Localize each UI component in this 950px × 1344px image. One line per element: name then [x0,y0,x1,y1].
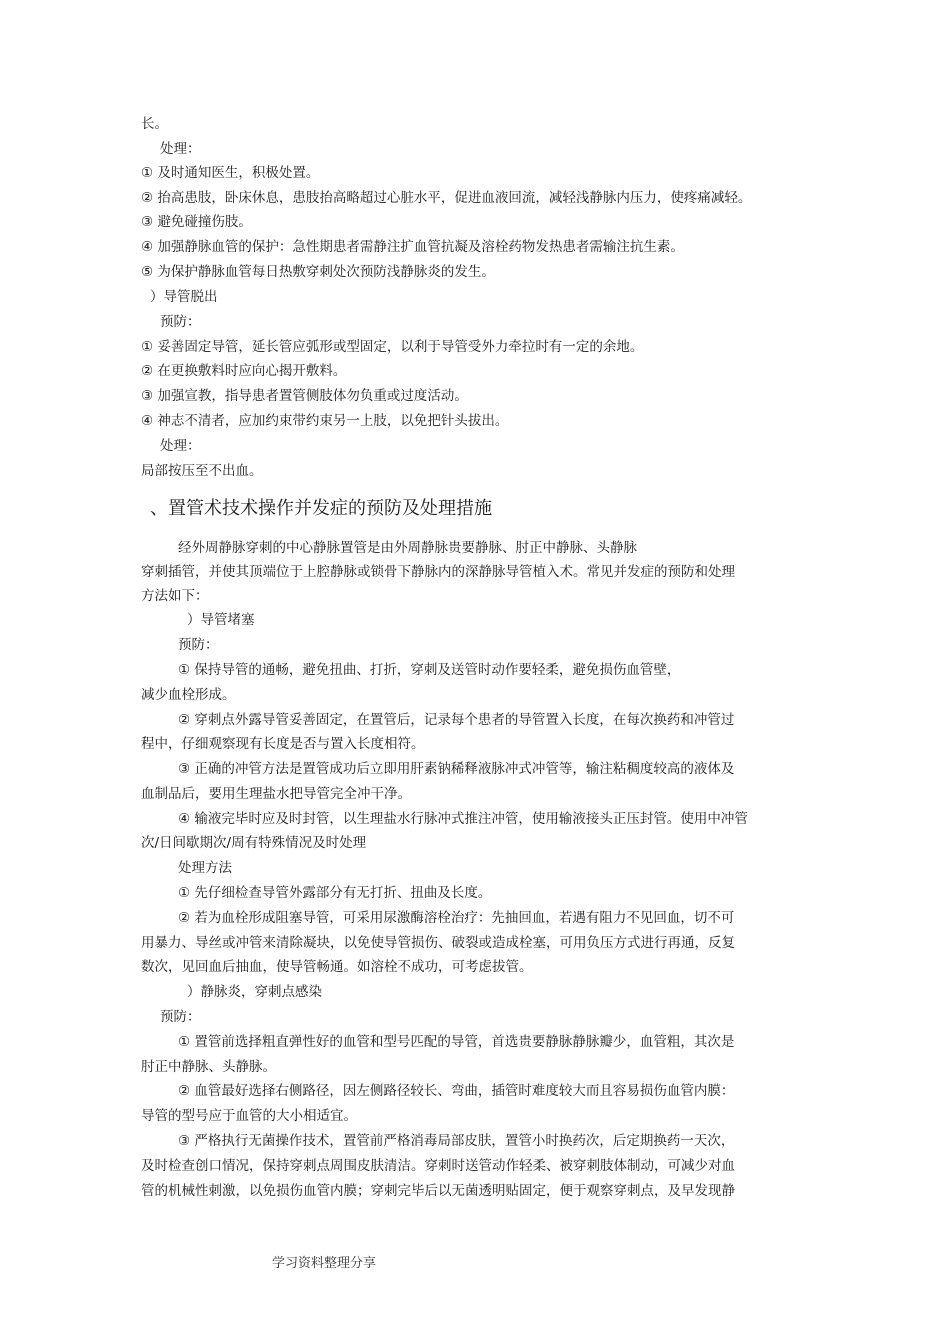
text-line: ② 在更换敷料时应向心揭开敷料。 [141,363,347,379]
paragraph-line: ② 穿刺点外露导管妥善固定，在置管后，记录每个患者的导管置入长度，在每次换药和冲管过 [178,712,735,728]
text-line: 长。 [141,116,168,132]
paragraph-line: 预防： [160,1009,201,1025]
text-line: ② 抬高患肢，卧床休息，患肢抬高略超过心脏水平，促进血液回流，减轻浅静脉内压力，使疼痛减轻。 [141,190,752,206]
paragraph-line: 穿刺插管，并使其顶端位于上腔静脉或锁骨下静脉内的深静脉导管植入术。常见并发症的预防和处理 [141,564,735,580]
page-footer: 学习资料整理分享 [272,1256,377,1271]
paragraph-line: 预防： [178,637,219,653]
text-line: ④ 神志不清者，应加约束带约束另一上肢，以免把针头拔出。 [141,413,509,429]
text-line: 处理： [160,141,201,157]
paragraph-line: 管的机械性刺激，以免损伤血管内膜；穿刺完毕后以无菌透明贴固定，便于观察穿刺点，及早发现静 [141,1183,735,1199]
paragraph-line: ① 保持导管的通畅，避免扭曲、打折，穿刺及送管时动作要轻柔，避免损伤血管壁， [178,662,681,678]
text-line: ① 及时通知医生，积极处置。 [141,165,320,181]
paragraph-line: 程中，仔细观察现有长度是否与置入长度相符。 [141,736,425,752]
paragraph-line: ③ 正确的冲管方法是置管成功后立即用肝素钠稀释液脉冲式冲管等，输注粘稠度较高的液体及 [178,761,735,777]
paragraph-line: 经外周静脉穿刺的中心静脉置管是由外周静脉贵要静脉、肘正中静脉、头静脉 [178,540,637,556]
paragraph-line: 及时检查创口情况，保持穿刺点周围皮肤清洁。穿刺时送管动作轻柔、被穿刺肢体制动，可减少对血 [141,1158,735,1174]
paragraph-line: 次/日间歇期次/周有特殊情况及时处理 [141,835,367,851]
paragraph-line: ④ 输液完毕时应及时封管，以生理盐水行脉冲式推注冲管，使用输液接头正压封管。使用中冲管 [178,811,748,827]
subsection-title: ）导管堵塞 [187,612,255,628]
paragraph-line: ② 若为血栓形成阻塞导管，可采用尿激酶溶栓治疗：先抽回血，若遇有阻力不见回血，切不可 [178,910,735,926]
paragraph-line: ② 血管最好选择右侧路径，因左侧路径较长、弯曲，插管时难度较大而且容易损伤血管内膜： [178,1083,735,1099]
paragraph-line: ① 先仔细检查导管外露部分有无打折、扭曲及长度。 [178,885,492,901]
text-line: ③ 避免碰撞伤肢。 [141,214,252,230]
text-line: ① 妥善固定导管，延长管应弧形或型固定，以利于导管受外力牵拉时有一定的余地。 [141,339,644,355]
paragraph-line: 处理方法 [178,860,232,876]
paragraph-line: 导管的型号应于血管的大小相适宜。 [141,1108,357,1124]
subsection-title: ）静脉炎，穿刺点感染 [187,984,322,1000]
text-line: ⑤ 为保护静脉血管每日热敷穿刺处次预防浅静脉炎的发生。 [141,264,495,280]
paragraph-line: 用暴力、导丝或冲管来清除凝块，以免使导管损伤、破裂或造成栓塞，可用负压方式进行再通，反复 [141,935,735,951]
paragraph-line: ③ 严格执行无菌操作技术，置管前严格消毒局部皮肤，置管小时换药次，后定期换药一天次， [178,1133,735,1149]
text-line: ）导管脱出 [150,289,218,305]
text-line: ④ 加强静脉血管的保护：急性期患者需静注扩血管抗凝及溶栓药物发热患者需输注抗生素。 [141,239,684,255]
paragraph-line: 数次，见回血后抽血，使导管畅通。如溶栓不成功，可考虑拔管。 [141,959,533,975]
section-heading: 、置管术技术操作并发症的预防及处理措施 [150,498,492,519]
paragraph-line: 方法如下： [141,588,209,604]
text-line: ③ 加强宣教，指导患者置管侧肢体勿负重或过度活动。 [141,388,468,404]
paragraph-line: 血制品后，要用生理盐水把导管完全冲干净。 [141,786,411,802]
paragraph-line: 肘正中静脉、头静脉。 [141,1059,276,1075]
paragraph-line: ① 置管前选择粗直弹性好的血管和型号匹配的导管，首选贵要静脉静脉瓣少，血管粗，其次是 [178,1034,735,1050]
text-line: 处理： [160,438,201,454]
text-line: 预防： [160,314,201,330]
paragraph-line: 减少血栓形成。 [141,687,236,703]
text-line: 局部按压至不出血。 [141,463,263,479]
